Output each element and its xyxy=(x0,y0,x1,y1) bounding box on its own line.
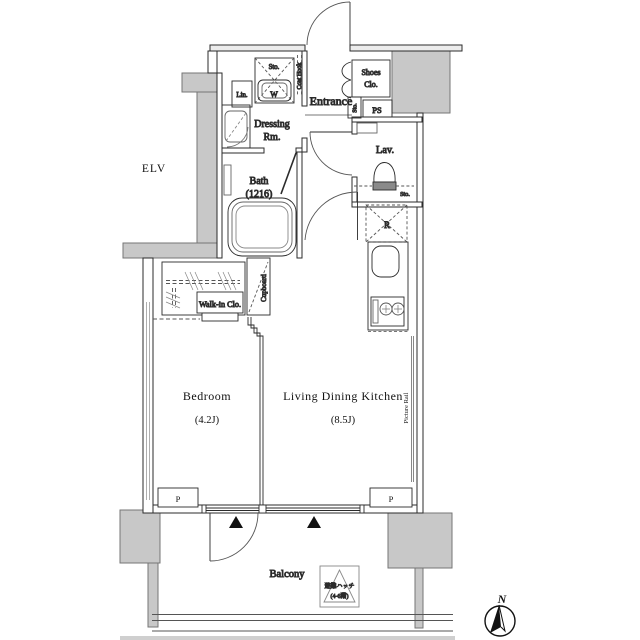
label-ldk-size: (8.5J) xyxy=(330,415,356,426)
opening-marker-triangle-right xyxy=(307,516,321,528)
balcony-left-wall xyxy=(148,563,158,627)
label-north: N xyxy=(497,592,507,606)
entrance-door-arc xyxy=(307,2,350,45)
label-hatch-1: 避難ハッチ xyxy=(324,584,355,590)
opening-marker-triangle-left xyxy=(229,516,243,528)
label-bath-2: (1216) xyxy=(245,189,273,200)
window-mullion-center xyxy=(259,505,266,513)
pillar-south-west xyxy=(120,510,160,563)
label-shoes-1: Shoes xyxy=(361,68,381,77)
wall-lav-west-lower xyxy=(352,177,357,205)
label-dressing-2: Rm. xyxy=(263,132,281,143)
label-lav: Lav. xyxy=(375,145,395,156)
wall-east xyxy=(417,113,423,513)
label-shoes-2: Clo. xyxy=(364,80,378,89)
balcony-edge-band xyxy=(120,636,455,640)
elevator xyxy=(142,163,166,175)
wall-dressing-east-lower xyxy=(302,138,307,152)
wall-bath-dressing xyxy=(222,148,264,153)
wall-lav-north xyxy=(352,117,422,122)
label-sto-entrance: Sto. xyxy=(352,103,359,113)
label-cupboard: Cupboard xyxy=(260,274,268,302)
elv-wall-top xyxy=(182,73,217,92)
wic-hanger-ticks-3 xyxy=(166,292,180,308)
label-ps: PS xyxy=(372,105,382,115)
wall-lav-west-upper xyxy=(352,122,357,134)
label-hatch-2: (4-6階) xyxy=(330,594,349,600)
shoes-closet-box xyxy=(352,60,390,97)
label-dressing-1: Dressing xyxy=(254,119,290,130)
label-picture-rail: Picture Rail xyxy=(403,392,410,424)
kitchen-sink-icon xyxy=(372,246,399,277)
label-pillar-right: P xyxy=(388,494,394,504)
elv-wall-bottom xyxy=(123,243,217,258)
walk-in-closet xyxy=(153,258,270,321)
elv-wall-right xyxy=(197,92,217,243)
bathroom xyxy=(224,165,296,256)
entrance-area xyxy=(310,60,392,118)
window-mullion-left xyxy=(202,505,206,513)
wall-top-right xyxy=(350,45,462,51)
structure-gray xyxy=(120,47,455,640)
toilet-tank xyxy=(373,182,396,190)
living-dining-kitchen xyxy=(283,336,413,482)
partition-line-2 xyxy=(251,317,263,505)
bath-door-leaf xyxy=(281,153,296,194)
label-linen: Lin. xyxy=(236,92,248,99)
wall-top-left xyxy=(210,45,305,51)
lav-shelf xyxy=(357,123,377,133)
bathtub-inner-2 xyxy=(236,206,288,248)
label-coat-hook: Coat Hook xyxy=(296,62,303,90)
vanity-dash xyxy=(226,113,246,141)
wall-lav-south xyxy=(352,202,422,207)
label-walk-in-closet: Walk-in Clo. xyxy=(198,300,242,309)
ldk-door-arc xyxy=(305,192,357,240)
label-washer: W xyxy=(270,90,278,99)
bedroom xyxy=(147,302,232,500)
wall-west-block xyxy=(217,73,222,258)
label-ldk: Living Dining Kitchen xyxy=(283,389,403,403)
vanity-arc xyxy=(227,127,248,147)
label-fridge: R xyxy=(383,220,391,230)
wall-step xyxy=(208,51,217,73)
bathtub-inner-1 xyxy=(232,202,292,252)
pillar-north-east xyxy=(392,47,450,113)
shoes-closet-doors xyxy=(342,62,351,98)
label-entrance: Entrance xyxy=(309,94,353,108)
kitchen xyxy=(366,205,408,332)
compass xyxy=(485,592,515,636)
label-sto-lav: Sto. xyxy=(400,191,410,198)
lav-door-arc xyxy=(310,132,352,175)
wic-threshold xyxy=(202,313,238,321)
balcony xyxy=(152,566,453,631)
toilet-icon xyxy=(374,163,395,183)
label-pillar-left: P xyxy=(175,494,181,504)
label-bath-1: Bath xyxy=(249,176,269,187)
wall-west xyxy=(143,258,153,513)
label-bedroom-size: (4.2J) xyxy=(194,415,220,426)
partition-line-1 xyxy=(248,317,260,505)
pillar-boxes xyxy=(158,488,412,507)
wic-hanger-ticks-1 xyxy=(185,272,203,290)
stove-side xyxy=(373,300,378,323)
wic-hanger-ticks-2 xyxy=(218,272,236,290)
label-bedroom: Bedroom xyxy=(182,389,232,403)
lavatory xyxy=(354,123,414,198)
bathtub-icon xyxy=(228,198,296,256)
window-mullion-right xyxy=(360,505,364,513)
bath-counter xyxy=(224,165,231,195)
bedroom-ldk-partition xyxy=(248,317,263,505)
kitchen-counter xyxy=(368,242,408,330)
balcony-right-wall xyxy=(415,568,423,628)
structure-walls xyxy=(143,45,462,513)
label-balcony: Balcony xyxy=(269,569,305,580)
stove-icon xyxy=(371,297,404,326)
wall-bath-east xyxy=(297,152,302,258)
pillar-south-east xyxy=(388,513,452,568)
dressing-room xyxy=(222,55,303,148)
label-elv: ELV xyxy=(141,163,167,175)
label-sto-dressing: Sto. xyxy=(268,64,280,71)
